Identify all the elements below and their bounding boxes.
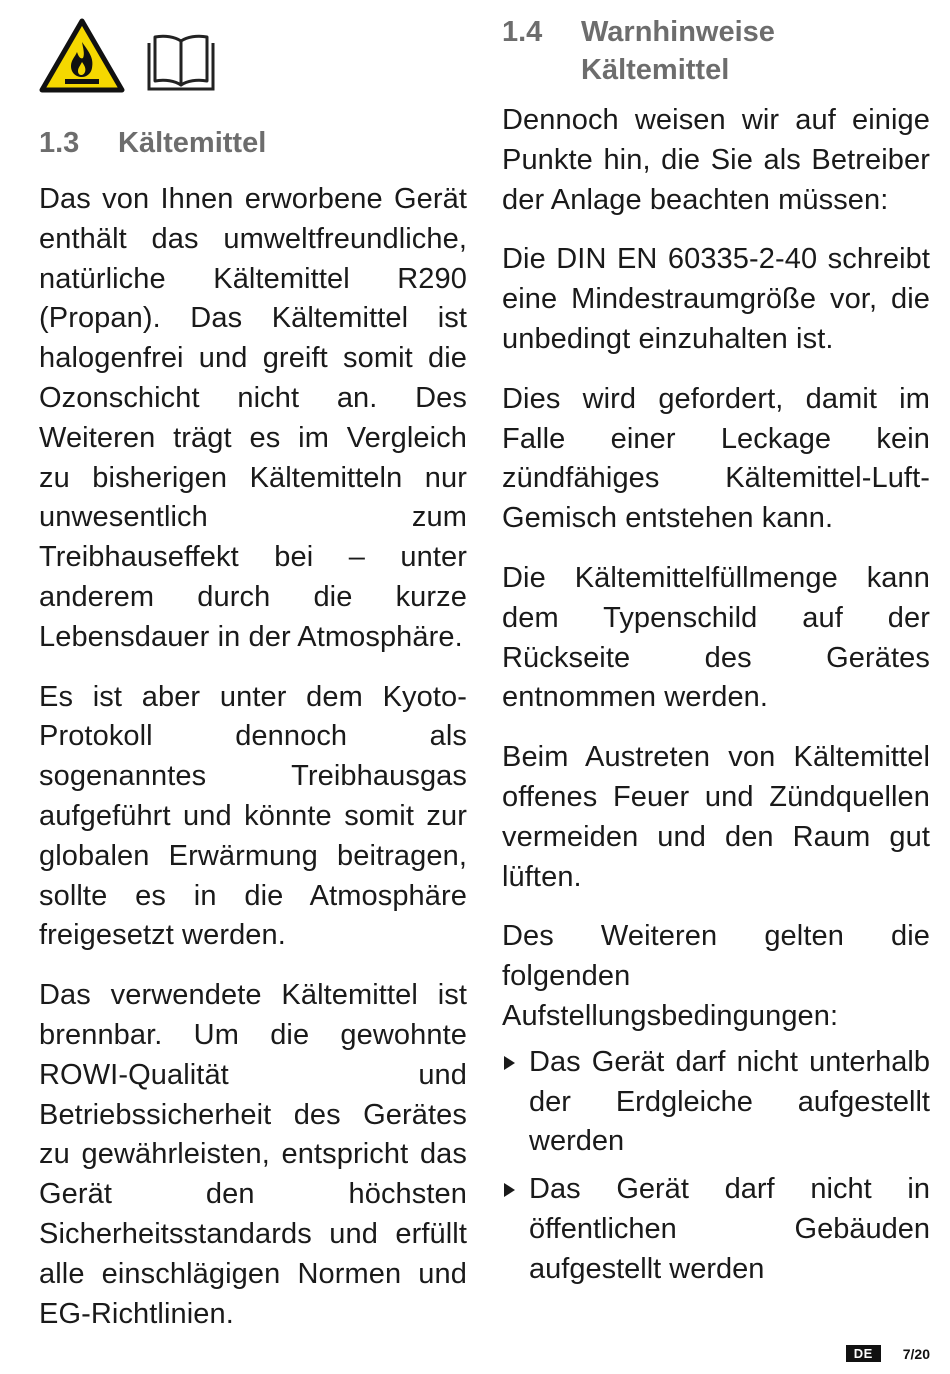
section-heading-1-4 (502, 13, 930, 89)
section-title: Warnhinweise Kältemittel (581, 16, 775, 86)
paragraph: Das von Ihnen erworbene Gerät enthält das umweltfreundliche, natürliche Kältemittel R290 (Propan). Das Kältemittel ist halogenfrei und greift somit die Ozonschicht nicht an. Des Weiteren trägt es im Vergleich zu bisherigen Kältemitteln nur unwesentlich zum Treibhauseffekt bei – unter anderem durch die kurze Lebensdauer in der Atmosphäre. (39, 183, 467, 653)
language-badge: DE (846, 1345, 881, 1362)
page-footer (846, 1345, 930, 1362)
paragraph: Es ist aber unter dem Kyoto-Protokoll dennoch als sogenanntes Treibhausgas aufgeführt und könnte somit zur globalen Erwärmung beitragen, sollte es in die Atmosphäre freigesetzt werden. (39, 680, 467, 952)
section-heading-1-3 (39, 124, 467, 162)
list-item (502, 1043, 930, 1162)
paragraph: Des Weiteren gelten die folgenden Aufstellungsbedingungen: (502, 920, 930, 1032)
page-number: 7/20 (902, 1345, 930, 1362)
paragraph: Die DIN EN 60335-2-40 schreibt eine Mindestraumgröße vor, die unbedingt einzuhalten ist. (502, 243, 930, 355)
right-column (502, 0, 930, 1298)
paragraph: Die Kältemittelfüllmenge kann dem Typenschild auf der Rückseite des Gerätes entnommen werden. (502, 561, 930, 714)
list-item-text: Das Gerät darf nicht in öffentlichen Gebäuden aufgestellt werden (529, 1173, 930, 1285)
paragraph: Beim Austreten von Kältemittel offenes Feuer und Zündquellen vermeiden und den Raum gut lüften. (502, 741, 930, 893)
paragraph: Dennoch weisen wir auf einige Punkte hin, die Sie als Betreiber der Anlage beachten müssen: (502, 104, 930, 216)
paragraph: Dies wird gefordert, damit im Falle einer Leckage kein zündfähiges Kältemittel-Luft-Gemisch entstehen kann. (502, 382, 930, 535)
triangle-bullet-icon (504, 1056, 515, 1070)
section-number: 1.3 (39, 127, 80, 159)
left-column (39, 0, 467, 1354)
bullet-list (502, 1043, 930, 1290)
list-item (502, 1170, 930, 1289)
section-title: Kältemittel (118, 127, 267, 159)
paragraph: Das verwendete Kältemittel ist brennbar. Um die gewohnte ROWI-Qualität und Betriebssicherheit des Gerätes zu gewährleisten, entspricht das Gerät den höchsten Sicherheitsstandards und erfüllt alle einschlägigen Normen und EG-Richtlinien. (39, 979, 467, 1330)
section-number: 1.4 (502, 16, 543, 48)
list-item-text: Das Gerät darf nicht unterhalb der Erdgleiche aufgestellt werden (529, 1045, 930, 1158)
triangle-bullet-icon (504, 1183, 515, 1197)
